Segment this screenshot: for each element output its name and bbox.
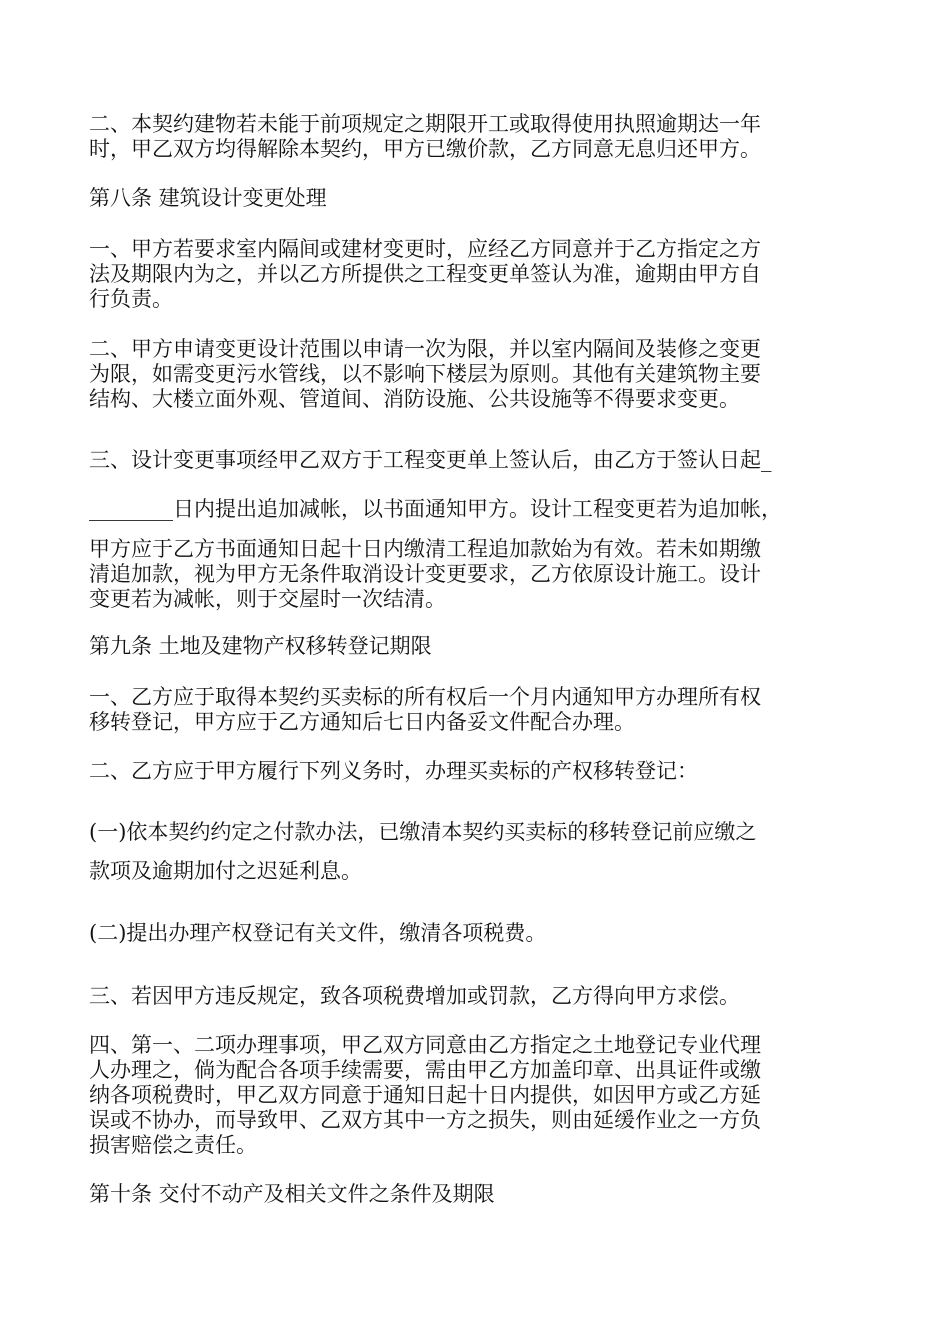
line: 第九条 土地及建物产权移转登记期限 <box>89 634 432 658</box>
paragraph-p4 <box>89 337 869 412</box>
paragraph-p7 <box>89 537 869 612</box>
line: 行负责。 <box>89 287 173 311</box>
line: 三、若因甲方违反规定，致各项税费增加或罚款，乙方得向甲方求偿。 <box>89 984 740 1008</box>
paragraph-p9 <box>89 685 869 735</box>
line: 为限，如需变更污水管线，以不影响下楼层为原则。其他有关建筑物主要 <box>89 362 761 386</box>
line: 时，甲乙双方均得解除本契约，甲方已缴价款，乙方同意无息归还甲方。 <box>89 137 761 161</box>
line: 清追加款，视为甲方无条件取消设计变更要求，乙方依原设计施工。设计 <box>89 562 761 586</box>
line: 法及期限内为之，并以乙方所提供之工程变更单签认为准，逾期由甲方自 <box>89 262 761 286</box>
paragraph-p13 <box>89 921 869 946</box>
paragraph-p12 <box>89 859 869 884</box>
line: 第十条 交付不动产及相关文件之条件及期限 <box>89 1182 495 1206</box>
paragraph-p14 <box>89 984 869 1009</box>
line: (二)提出办理产权登记有关文件，缴清各项税费。 <box>89 921 547 945</box>
line: 一、乙方应于取得本契约买卖标的所有权后一个月内通知甲方办理所有权 <box>89 685 761 709</box>
line: ________日内提出追加减帐，以书面通知甲方。设计工程变更若为追加帐， <box>89 497 782 521</box>
paragraph-p5 <box>89 448 869 473</box>
line: 三、设计变更事项经甲乙双方于工程变更单上签认后，由乙方于签认日起_ <box>89 448 772 472</box>
line: 结构、大楼立面外观、管道间、消防设施、公共设施等不得要求变更。 <box>89 387 740 411</box>
paragraph-p6 <box>89 497 869 522</box>
line: 移转登记，甲方应于乙方通知后七日内备妥文件配合办理。 <box>89 710 635 734</box>
line: 二、甲方申请变更设计范围以申请一次为限，并以室内隔间及装修之变更 <box>89 337 761 361</box>
section-heading-article-9 <box>89 634 869 659</box>
paragraph-p1 <box>89 112 869 162</box>
line: 甲方应于乙方书面通知日起十日内缴清工程追加款始为有效。若未如期缴 <box>89 537 761 561</box>
line: 纳各项税费时，甲乙双方同意于通知日起十日内提供，如因甲方或乙方延 <box>89 1083 761 1107</box>
paragraph-p10 <box>89 759 869 784</box>
line: 二、本契约建物若未能于前项规定之期限开工或取得使用执照逾期达一年 <box>89 112 761 136</box>
line: 一、甲方若要求室内隔间或建材变更时，应经乙方同意并于乙方指定之方 <box>89 237 761 261</box>
paragraph-p15 <box>89 1033 869 1158</box>
line: 二、乙方应于甲方履行下列义务时，办理买卖标的产权移转登记： <box>89 759 698 783</box>
line: 变更若为减帐，则于交屋时一次结清。 <box>89 587 446 611</box>
section-heading-article-10 <box>89 1182 869 1207</box>
line: 损害赔偿之责任。 <box>89 1133 257 1157</box>
line: 第八条 建筑设计变更处理 <box>89 186 327 210</box>
paragraph-p3 <box>89 237 869 312</box>
line: 四、第一、二项办理事项，甲乙双方同意由乙方指定之土地登记专业代理 <box>89 1033 761 1057</box>
line: (一)依本契约约定之付款办法，已缴清本契约买卖标的移转登记前应缴之 <box>89 820 757 844</box>
line: 人办理之，倘为配合各项手续需要，需由甲乙方加盖印章、出具证件或缴 <box>89 1058 761 1082</box>
line: 款项及逾期加付之迟延利息。 <box>89 859 362 883</box>
section-heading-article-8 <box>89 186 869 211</box>
line: 误或不协办，而导致甲、乙双方其中一方之损失，则由延缓作业之一方负 <box>89 1108 761 1132</box>
paragraph-p11 <box>89 820 869 845</box>
